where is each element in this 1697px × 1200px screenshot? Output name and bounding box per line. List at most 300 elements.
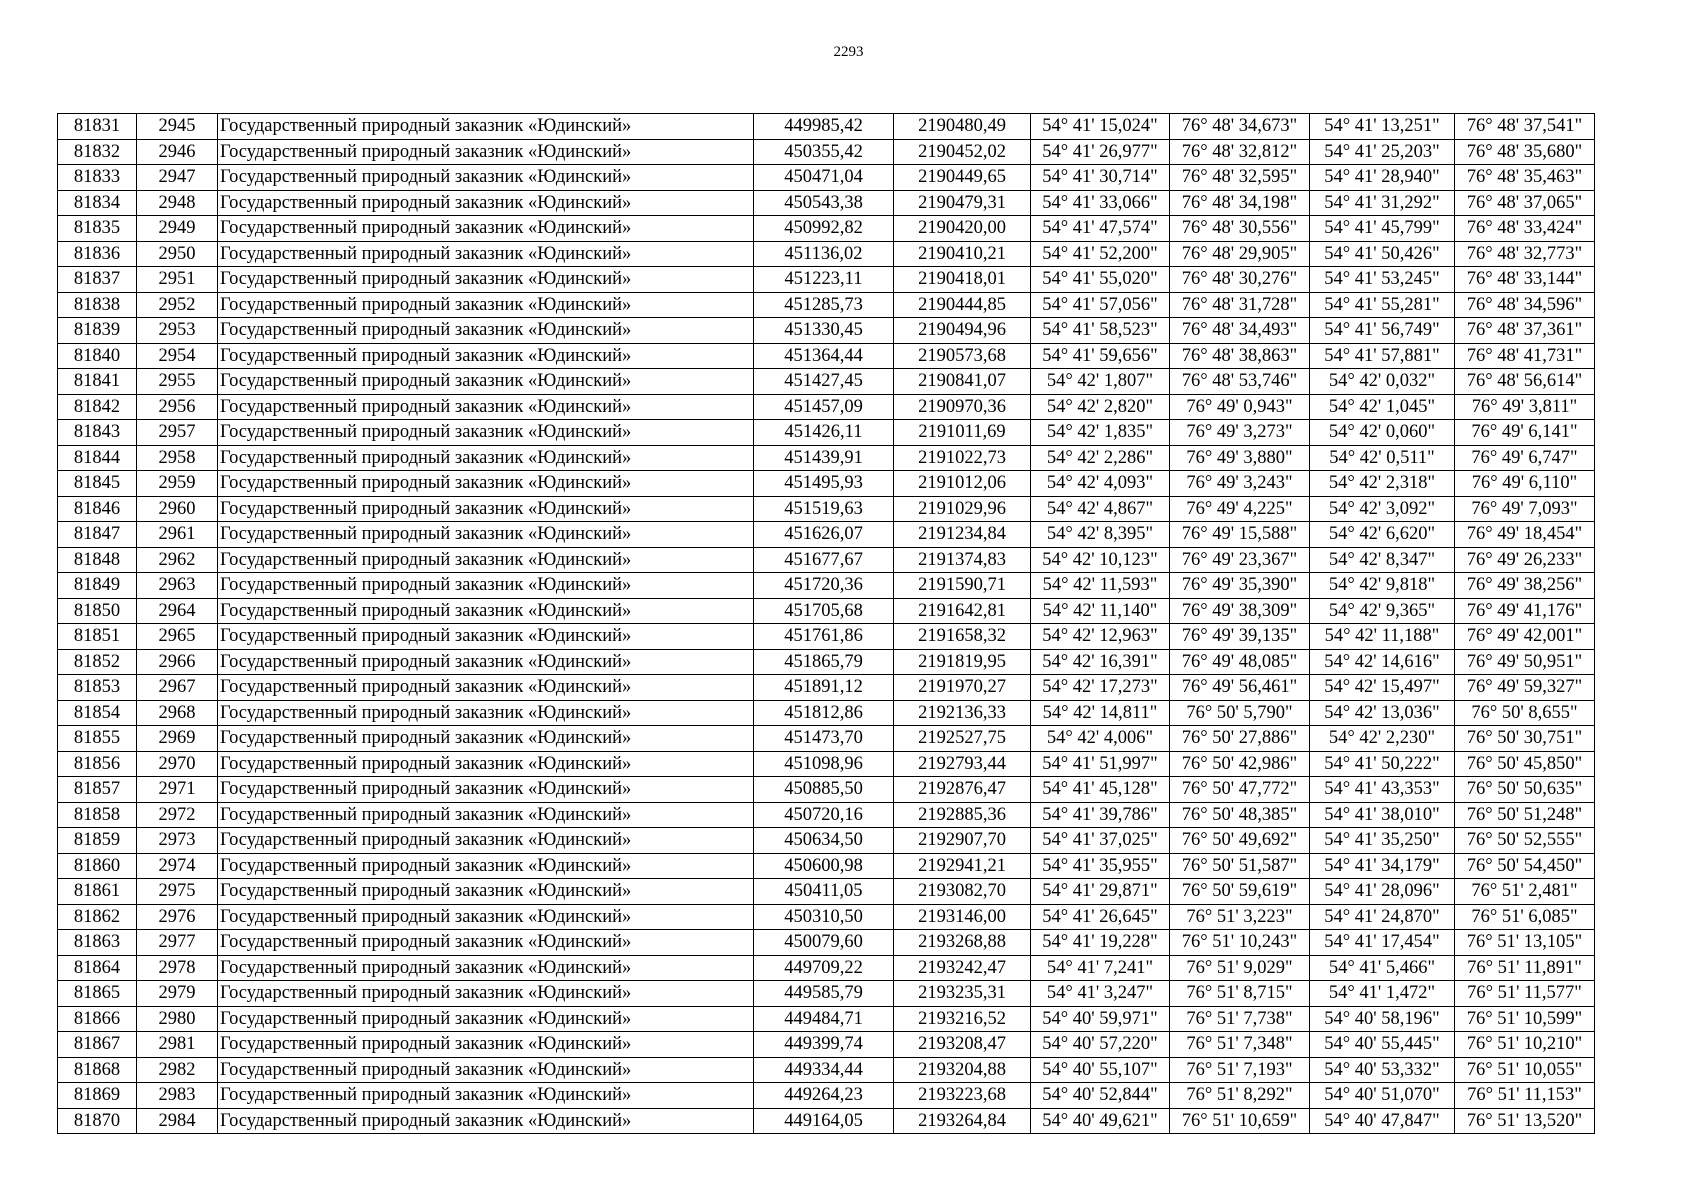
x-coordinate-cell: 451457,09 (754, 394, 894, 420)
area-name-cell: Государственный природный заказник «Юдинский» (218, 624, 754, 650)
record-number-cell: 81862 (58, 904, 137, 930)
table-row (58, 802, 1595, 828)
record-number-cell: 81866 (58, 1006, 137, 1032)
record-number-cell: 81847 (58, 522, 137, 548)
longitude-1-cell: 76° 48' 38,863" (1170, 343, 1310, 369)
y-coordinate-cell: 2192907,70 (894, 828, 1031, 854)
point-number-cell: 2966 (137, 649, 218, 675)
longitude-2-cell: 76° 51' 10,599" (1455, 1006, 1595, 1032)
longitude-1-cell: 76° 51' 10,243" (1170, 930, 1310, 956)
latitude-1-cell: 54° 41' 47,574" (1031, 216, 1170, 242)
record-number-cell: 81837 (58, 267, 137, 293)
table-row (58, 394, 1595, 420)
record-number-cell: 81832 (58, 139, 137, 165)
x-coordinate-cell: 451364,44 (754, 343, 894, 369)
latitude-2-cell: 54° 42' 0,060" (1310, 420, 1455, 446)
longitude-1-cell: 76° 49' 38,309" (1170, 598, 1310, 624)
longitude-2-cell: 76° 50' 50,635" (1455, 777, 1595, 803)
x-coordinate-cell: 449985,42 (754, 114, 894, 140)
latitude-2-cell: 54° 41' 50,426" (1310, 241, 1455, 267)
longitude-1-cell: 76° 49' 39,135" (1170, 624, 1310, 650)
latitude-2-cell: 54° 42' 6,620" (1310, 522, 1455, 548)
x-coordinate-cell: 450600,98 (754, 853, 894, 879)
latitude-2-cell: 54° 42' 14,616" (1310, 649, 1455, 675)
x-coordinate-cell: 449585,79 (754, 981, 894, 1007)
longitude-2-cell: 76° 49' 18,454" (1455, 522, 1595, 548)
longitude-2-cell: 76° 48' 35,680" (1455, 139, 1595, 165)
coordinates-table (57, 113, 1595, 1134)
latitude-2-cell: 54° 40' 47,847" (1310, 1108, 1455, 1134)
latitude-1-cell: 54° 40' 49,621" (1031, 1108, 1170, 1134)
y-coordinate-cell: 2192885,36 (894, 802, 1031, 828)
point-number-cell: 2973 (137, 828, 218, 854)
x-coordinate-cell: 451136,02 (754, 241, 894, 267)
latitude-1-cell: 54° 40' 59,971" (1031, 1006, 1170, 1032)
latitude-1-cell: 54° 42' 2,286" (1031, 445, 1170, 471)
y-coordinate-cell: 2193268,88 (894, 930, 1031, 956)
longitude-2-cell: 76° 48' 35,463" (1455, 165, 1595, 191)
area-name-cell: Государственный природный заказник «Юдинский» (218, 598, 754, 624)
record-number-cell: 81852 (58, 649, 137, 675)
y-coordinate-cell: 2190452,02 (894, 139, 1031, 165)
table-body (58, 114, 1595, 1134)
longitude-1-cell: 76° 51' 7,738" (1170, 1006, 1310, 1032)
table-row (58, 675, 1595, 701)
latitude-1-cell: 54° 42' 12,963" (1031, 624, 1170, 650)
longitude-2-cell: 76° 49' 41,176" (1455, 598, 1595, 624)
record-number-cell: 81843 (58, 420, 137, 446)
y-coordinate-cell: 2191011,69 (894, 420, 1031, 446)
point-number-cell: 2951 (137, 267, 218, 293)
latitude-1-cell: 54° 41' 39,786" (1031, 802, 1170, 828)
longitude-1-cell: 76° 51' 7,193" (1170, 1057, 1310, 1083)
point-number-cell: 2954 (137, 343, 218, 369)
longitude-1-cell: 76° 49' 56,461" (1170, 675, 1310, 701)
record-number-cell: 81850 (58, 598, 137, 624)
y-coordinate-cell: 2191590,71 (894, 573, 1031, 599)
x-coordinate-cell: 451285,73 (754, 292, 894, 318)
latitude-1-cell: 54° 42' 16,391" (1031, 649, 1170, 675)
table-row (58, 649, 1595, 675)
area-name-cell: Государственный природный заказник «Юдинский» (218, 726, 754, 752)
point-number-cell: 2969 (137, 726, 218, 752)
latitude-1-cell: 54° 42' 1,807" (1031, 369, 1170, 395)
x-coordinate-cell: 450543,38 (754, 190, 894, 216)
latitude-2-cell: 54° 42' 15,497" (1310, 675, 1455, 701)
longitude-2-cell: 76° 48' 56,614" (1455, 369, 1595, 395)
record-number-cell: 81863 (58, 930, 137, 956)
latitude-1-cell: 54° 42' 11,140" (1031, 598, 1170, 624)
point-number-cell: 2946 (137, 139, 218, 165)
point-number-cell: 2964 (137, 598, 218, 624)
longitude-1-cell: 76° 48' 31,728" (1170, 292, 1310, 318)
area-name-cell: Государственный природный заказник «Юдинский» (218, 445, 754, 471)
latitude-2-cell: 54° 41' 13,251" (1310, 114, 1455, 140)
latitude-1-cell: 54° 42' 11,593" (1031, 573, 1170, 599)
y-coordinate-cell: 2191658,32 (894, 624, 1031, 650)
record-number-cell: 81833 (58, 165, 137, 191)
longitude-1-cell: 76° 49' 35,390" (1170, 573, 1310, 599)
latitude-1-cell: 54° 41' 7,241" (1031, 955, 1170, 981)
latitude-1-cell: 54° 40' 55,107" (1031, 1057, 1170, 1083)
area-name-cell: Государственный природный заказник «Юдинский» (218, 1108, 754, 1134)
longitude-2-cell: 76° 49' 6,110" (1455, 471, 1595, 497)
latitude-2-cell: 54° 41' 57,881" (1310, 343, 1455, 369)
x-coordinate-cell: 451705,68 (754, 598, 894, 624)
area-name-cell: Государственный природный заказник «Юдинский» (218, 904, 754, 930)
longitude-2-cell: 76° 48' 37,361" (1455, 318, 1595, 344)
latitude-2-cell: 54° 41' 28,940" (1310, 165, 1455, 191)
record-number-cell: 81870 (58, 1108, 137, 1134)
y-coordinate-cell: 2193082,70 (894, 879, 1031, 905)
record-number-cell: 81835 (58, 216, 137, 242)
table-row (58, 1108, 1595, 1134)
record-number-cell: 81853 (58, 675, 137, 701)
longitude-2-cell: 76° 49' 6,747" (1455, 445, 1595, 471)
area-name-cell: Государственный природный заказник «Юдинский» (218, 471, 754, 497)
latitude-1-cell: 54° 42' 1,835" (1031, 420, 1170, 446)
y-coordinate-cell: 2193204,88 (894, 1057, 1031, 1083)
longitude-1-cell: 76° 49' 48,085" (1170, 649, 1310, 675)
latitude-2-cell: 54° 41' 24,870" (1310, 904, 1455, 930)
point-number-cell: 2948 (137, 190, 218, 216)
y-coordinate-cell: 2193146,00 (894, 904, 1031, 930)
page-number: 2293 (833, 44, 864, 60)
longitude-1-cell: 76° 50' 49,692" (1170, 828, 1310, 854)
y-coordinate-cell: 2192793,44 (894, 751, 1031, 777)
record-number-cell: 81841 (58, 369, 137, 395)
y-coordinate-cell: 2190494,96 (894, 318, 1031, 344)
point-number-cell: 2958 (137, 445, 218, 471)
x-coordinate-cell: 450411,05 (754, 879, 894, 905)
longitude-1-cell: 76° 50' 59,619" (1170, 879, 1310, 905)
record-number-cell: 81854 (58, 700, 137, 726)
y-coordinate-cell: 2192941,21 (894, 853, 1031, 879)
longitude-2-cell: 76° 51' 11,153" (1455, 1083, 1595, 1109)
record-number-cell: 81855 (58, 726, 137, 752)
record-number-cell: 81836 (58, 241, 137, 267)
x-coordinate-cell: 450310,50 (754, 904, 894, 930)
area-name-cell: Государственный природный заказник «Юдинский» (218, 292, 754, 318)
area-name-cell: Государственный природный заказник «Юдинский» (218, 190, 754, 216)
record-number-cell: 81849 (58, 573, 137, 599)
area-name-cell: Государственный природный заказник «Юдинский» (218, 522, 754, 548)
longitude-1-cell: 76° 51' 8,292" (1170, 1083, 1310, 1109)
table-row (58, 369, 1595, 395)
point-number-cell: 2965 (137, 624, 218, 650)
x-coordinate-cell: 450471,04 (754, 165, 894, 191)
y-coordinate-cell: 2192527,75 (894, 726, 1031, 752)
latitude-1-cell: 54° 41' 57,056" (1031, 292, 1170, 318)
y-coordinate-cell: 2191642,81 (894, 598, 1031, 624)
y-coordinate-cell: 2192136,33 (894, 700, 1031, 726)
table-row (58, 624, 1595, 650)
latitude-2-cell: 54° 42' 9,365" (1310, 598, 1455, 624)
latitude-1-cell: 54° 41' 26,977" (1031, 139, 1170, 165)
latitude-1-cell: 54° 41' 58,523" (1031, 318, 1170, 344)
latitude-1-cell: 54° 41' 26,645" (1031, 904, 1170, 930)
record-number-cell: 81867 (58, 1032, 137, 1058)
table-row (58, 318, 1595, 344)
longitude-1-cell: 76° 50' 51,587" (1170, 853, 1310, 879)
longitude-1-cell: 76° 49' 3,880" (1170, 445, 1310, 471)
area-name-cell: Государственный природный заказник «Юдинский» (218, 496, 754, 522)
latitude-2-cell: 54° 41' 53,245" (1310, 267, 1455, 293)
table-row (58, 420, 1595, 446)
area-name-cell: Государственный природный заказник «Юдинский» (218, 114, 754, 140)
longitude-2-cell: 76° 49' 26,233" (1455, 547, 1595, 573)
longitude-2-cell: 76° 49' 7,093" (1455, 496, 1595, 522)
area-name-cell: Государственный природный заказник «Юдинский» (218, 267, 754, 293)
longitude-2-cell: 76° 49' 42,001" (1455, 624, 1595, 650)
y-coordinate-cell: 2191234,84 (894, 522, 1031, 548)
latitude-2-cell: 54° 42' 0,032" (1310, 369, 1455, 395)
x-coordinate-cell: 449484,71 (754, 1006, 894, 1032)
record-number-cell: 81840 (58, 343, 137, 369)
longitude-1-cell: 76° 48' 32,812" (1170, 139, 1310, 165)
longitude-1-cell: 76° 50' 27,886" (1170, 726, 1310, 752)
latitude-1-cell: 54° 42' 8,395" (1031, 522, 1170, 548)
area-name-cell: Государственный природный заказник «Юдинский» (218, 981, 754, 1007)
longitude-1-cell: 76° 48' 53,746" (1170, 369, 1310, 395)
x-coordinate-cell: 449264,23 (754, 1083, 894, 1109)
longitude-2-cell: 76° 51' 11,891" (1455, 955, 1595, 981)
area-name-cell: Государственный природный заказник «Юдинский» (218, 675, 754, 701)
longitude-1-cell: 76° 48' 30,276" (1170, 267, 1310, 293)
point-number-cell: 2953 (137, 318, 218, 344)
longitude-2-cell: 76° 51' 6,085" (1455, 904, 1595, 930)
area-name-cell: Государственный природный заказник «Юдинский» (218, 777, 754, 803)
latitude-2-cell: 54° 40' 58,196" (1310, 1006, 1455, 1032)
x-coordinate-cell: 451473,70 (754, 726, 894, 752)
record-number-cell: 81844 (58, 445, 137, 471)
x-coordinate-cell: 451427,45 (754, 369, 894, 395)
x-coordinate-cell: 451865,79 (754, 649, 894, 675)
latitude-2-cell: 54° 41' 43,353" (1310, 777, 1455, 803)
area-name-cell: Государственный природный заказник «Юдинский» (218, 318, 754, 344)
longitude-2-cell: 76° 48' 41,731" (1455, 343, 1595, 369)
table-row (58, 445, 1595, 471)
latitude-2-cell: 54° 42' 2,230" (1310, 726, 1455, 752)
latitude-1-cell: 54° 41' 59,656" (1031, 343, 1170, 369)
longitude-1-cell: 76° 51' 10,659" (1170, 1108, 1310, 1134)
x-coordinate-cell: 451626,07 (754, 522, 894, 548)
area-name-cell: Государственный природный заказник «Юдинский» (218, 853, 754, 879)
table-row (58, 190, 1595, 216)
table-row (58, 114, 1595, 140)
record-number-cell: 81859 (58, 828, 137, 854)
x-coordinate-cell: 450720,16 (754, 802, 894, 828)
point-number-cell: 2977 (137, 930, 218, 956)
x-coordinate-cell: 451720,36 (754, 573, 894, 599)
record-number-cell: 81869 (58, 1083, 137, 1109)
x-coordinate-cell: 450634,50 (754, 828, 894, 854)
table-row (58, 292, 1595, 318)
latitude-1-cell: 54° 42' 10,123" (1031, 547, 1170, 573)
latitude-1-cell: 54° 42' 2,820" (1031, 394, 1170, 420)
record-number-cell: 81845 (58, 471, 137, 497)
longitude-1-cell: 76° 49' 23,367" (1170, 547, 1310, 573)
y-coordinate-cell: 2190449,65 (894, 165, 1031, 191)
longitude-2-cell: 76° 50' 52,555" (1455, 828, 1595, 854)
table-row (58, 1057, 1595, 1083)
latitude-2-cell: 54° 41' 28,096" (1310, 879, 1455, 905)
longitude-2-cell: 76° 51' 11,577" (1455, 981, 1595, 1007)
table-row (58, 573, 1595, 599)
longitude-2-cell: 76° 48' 34,596" (1455, 292, 1595, 318)
point-number-cell: 2967 (137, 675, 218, 701)
table-row (58, 165, 1595, 191)
latitude-1-cell: 54° 40' 52,844" (1031, 1083, 1170, 1109)
latitude-1-cell: 54° 41' 35,955" (1031, 853, 1170, 879)
y-coordinate-cell: 2191012,06 (894, 471, 1031, 497)
area-name-cell: Государственный природный заказник «Юдинский» (218, 802, 754, 828)
record-number-cell: 81846 (58, 496, 137, 522)
table-row (58, 496, 1595, 522)
record-number-cell: 81868 (58, 1057, 137, 1083)
record-number-cell: 81848 (58, 547, 137, 573)
latitude-1-cell: 54° 41' 45,128" (1031, 777, 1170, 803)
point-number-cell: 2959 (137, 471, 218, 497)
table-row (58, 700, 1595, 726)
latitude-2-cell: 54° 42' 1,045" (1310, 394, 1455, 420)
longitude-2-cell: 76° 50' 51,248" (1455, 802, 1595, 828)
x-coordinate-cell: 451098,96 (754, 751, 894, 777)
x-coordinate-cell: 449399,74 (754, 1032, 894, 1058)
latitude-2-cell: 54° 41' 35,250" (1310, 828, 1455, 854)
point-number-cell: 2955 (137, 369, 218, 395)
latitude-2-cell: 54° 42' 3,092" (1310, 496, 1455, 522)
x-coordinate-cell: 451519,63 (754, 496, 894, 522)
longitude-1-cell: 76° 48' 30,556" (1170, 216, 1310, 242)
area-name-cell: Государственный природный заказник «Юдинский» (218, 343, 754, 369)
latitude-2-cell: 54° 41' 34,179" (1310, 853, 1455, 879)
point-number-cell: 2983 (137, 1083, 218, 1109)
area-name-cell: Государственный природный заказник «Юдинский» (218, 1006, 754, 1032)
latitude-2-cell: 54° 42' 9,818" (1310, 573, 1455, 599)
point-number-cell: 2961 (137, 522, 218, 548)
table-row (58, 1006, 1595, 1032)
table-row (58, 216, 1595, 242)
record-number-cell: 81851 (58, 624, 137, 650)
area-name-cell: Государственный природный заказник «Юдинский» (218, 828, 754, 854)
latitude-1-cell: 54° 41' 33,066" (1031, 190, 1170, 216)
longitude-1-cell: 76° 51' 8,715" (1170, 981, 1310, 1007)
x-coordinate-cell: 451495,93 (754, 471, 894, 497)
y-coordinate-cell: 2190480,49 (894, 114, 1031, 140)
latitude-2-cell: 54° 42' 8,347" (1310, 547, 1455, 573)
y-coordinate-cell: 2190410,21 (894, 241, 1031, 267)
longitude-1-cell: 76° 49' 15,588" (1170, 522, 1310, 548)
longitude-2-cell: 76° 49' 50,951" (1455, 649, 1595, 675)
record-number-cell: 81860 (58, 853, 137, 879)
table-row (58, 751, 1595, 777)
area-name-cell: Государственный природный заказник «Юдинский» (218, 165, 754, 191)
x-coordinate-cell: 451223,11 (754, 267, 894, 293)
record-number-cell: 81864 (58, 955, 137, 981)
longitude-2-cell: 76° 49' 6,141" (1455, 420, 1595, 446)
x-coordinate-cell: 449709,22 (754, 955, 894, 981)
latitude-1-cell: 54° 42' 4,093" (1031, 471, 1170, 497)
y-coordinate-cell: 2190573,68 (894, 343, 1031, 369)
point-number-cell: 2971 (137, 777, 218, 803)
longitude-1-cell: 76° 50' 47,772" (1170, 777, 1310, 803)
table-row (58, 726, 1595, 752)
table-row (58, 955, 1595, 981)
point-number-cell: 2976 (137, 904, 218, 930)
point-number-cell: 2949 (137, 216, 218, 242)
point-number-cell: 2982 (137, 1057, 218, 1083)
point-number-cell: 2945 (137, 114, 218, 140)
longitude-2-cell: 76° 51' 13,520" (1455, 1108, 1595, 1134)
latitude-1-cell: 54° 41' 3,247" (1031, 981, 1170, 1007)
area-name-cell: Государственный природный заказник «Юдинский» (218, 1083, 754, 1109)
table-row (58, 522, 1595, 548)
record-number-cell: 81834 (58, 190, 137, 216)
y-coordinate-cell: 2193235,31 (894, 981, 1031, 1007)
point-number-cell: 2972 (137, 802, 218, 828)
table-row (58, 139, 1595, 165)
longitude-2-cell: 76° 50' 54,450" (1455, 853, 1595, 879)
table-row (58, 777, 1595, 803)
x-coordinate-cell: 450355,42 (754, 139, 894, 165)
latitude-2-cell: 54° 41' 25,203" (1310, 139, 1455, 165)
table-row (58, 598, 1595, 624)
longitude-1-cell: 76° 48' 34,493" (1170, 318, 1310, 344)
latitude-2-cell: 54° 40' 51,070" (1310, 1083, 1455, 1109)
point-number-cell: 2968 (137, 700, 218, 726)
point-number-cell: 2978 (137, 955, 218, 981)
point-number-cell: 2981 (137, 1032, 218, 1058)
latitude-1-cell: 54° 41' 19,228" (1031, 930, 1170, 956)
y-coordinate-cell: 2193208,47 (894, 1032, 1031, 1058)
area-name-cell: Государственный природный заказник «Юдинский» (218, 649, 754, 675)
longitude-1-cell: 76° 51' 9,029" (1170, 955, 1310, 981)
latitude-1-cell: 54° 41' 37,025" (1031, 828, 1170, 854)
x-coordinate-cell: 451330,45 (754, 318, 894, 344)
latitude-2-cell: 54° 41' 17,454" (1310, 930, 1455, 956)
latitude-1-cell: 54° 41' 55,020" (1031, 267, 1170, 293)
area-name-cell: Государственный природный заказник «Юдинский» (218, 700, 754, 726)
latitude-1-cell: 54° 41' 29,871" (1031, 879, 1170, 905)
table-row (58, 241, 1595, 267)
latitude-1-cell: 54° 42' 4,006" (1031, 726, 1170, 752)
y-coordinate-cell: 2190418,01 (894, 267, 1031, 293)
table-row (58, 1083, 1595, 1109)
longitude-2-cell: 76° 48' 33,424" (1455, 216, 1595, 242)
area-name-cell: Государственный природный заказник «Юдинский» (218, 369, 754, 395)
y-coordinate-cell: 2192876,47 (894, 777, 1031, 803)
point-number-cell: 2950 (137, 241, 218, 267)
latitude-2-cell: 54° 40' 53,332" (1310, 1057, 1455, 1083)
latitude-2-cell: 54° 41' 45,799" (1310, 216, 1455, 242)
latitude-2-cell: 54° 40' 55,445" (1310, 1032, 1455, 1058)
table-row (58, 853, 1595, 879)
longitude-2-cell: 76° 49' 38,256" (1455, 573, 1595, 599)
latitude-2-cell: 54° 42' 11,188" (1310, 624, 1455, 650)
longitude-2-cell: 76° 51' 10,055" (1455, 1057, 1595, 1083)
y-coordinate-cell: 2191970,27 (894, 675, 1031, 701)
latitude-2-cell: 54° 41' 5,466" (1310, 955, 1455, 981)
area-name-cell: Государственный природный заказник «Юдинский» (218, 420, 754, 446)
point-number-cell: 2975 (137, 879, 218, 905)
table-row (58, 879, 1595, 905)
record-number-cell: 81831 (58, 114, 137, 140)
longitude-1-cell: 76° 50' 48,385" (1170, 802, 1310, 828)
longitude-2-cell: 76° 48' 37,065" (1455, 190, 1595, 216)
longitude-1-cell: 76° 48' 32,595" (1170, 165, 1310, 191)
x-coordinate-cell: 450079,60 (754, 930, 894, 956)
